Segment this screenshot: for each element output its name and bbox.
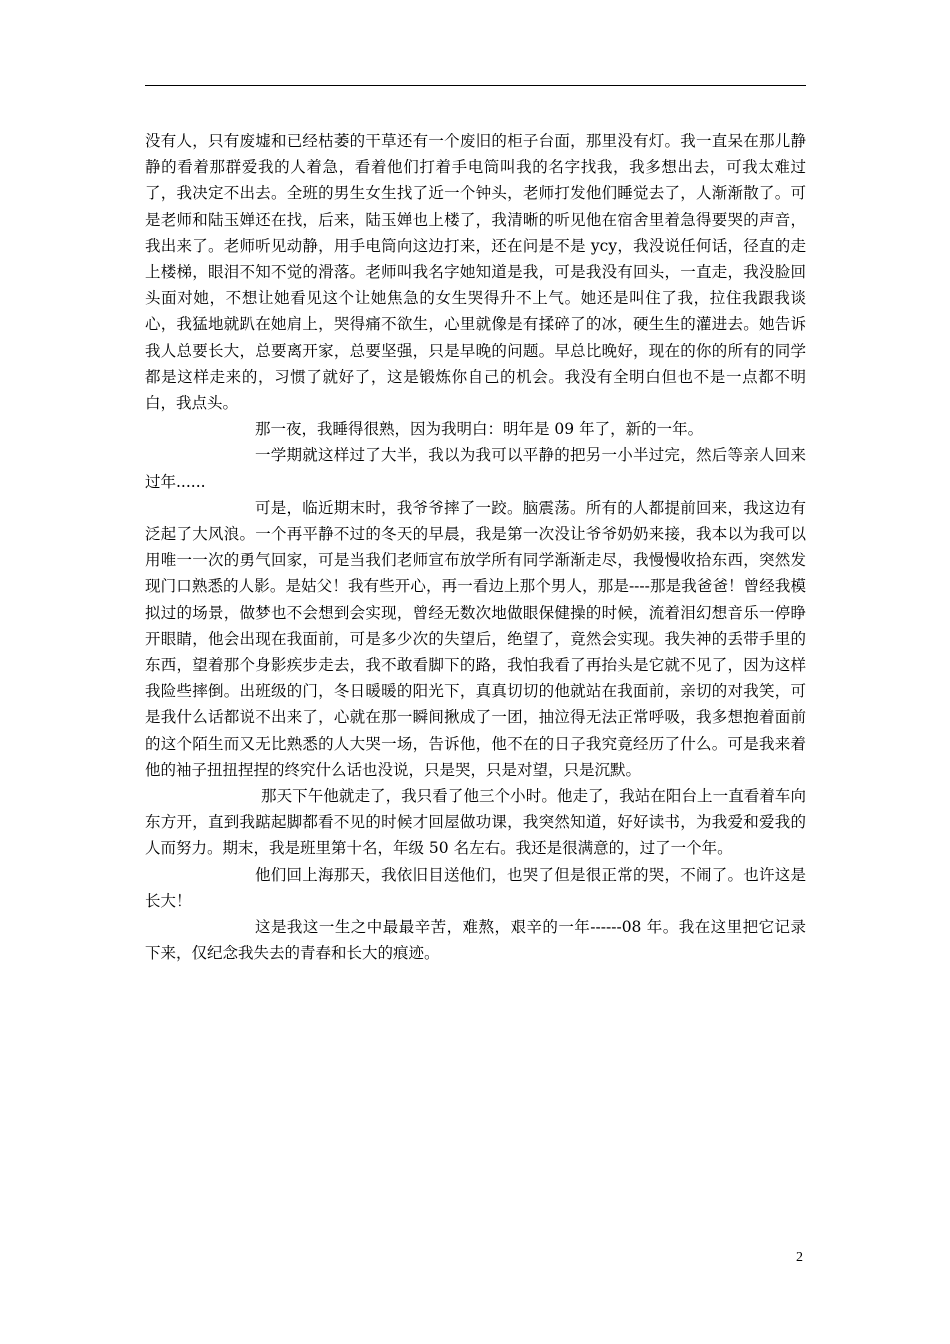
paragraph: 可是，临近期末时，我爷爷摔了一跤。脑震荡。所有的人都提前回来，我这边有泛起了大风浪。一个再平静不过的冬天的早晨，我是第一次没让爷爷奶奶来接，我本以为我可以用唯一一次的勇气回家，可是当我们老师宣布放学所有同学渐渐走尽，我慢慢收拾东西，突然发现门口熟悉的人影。是姑父！我有些开心，再一看边上那个男人，那是----那是我爸爸！曾经我模拟过的场景，做梦也不会想到会实现，曾经无数次地做眼保健操的时候，流着泪幻想音乐一停睁开眼睛，他会出现在我面前，可是多少次的失望后，绝望了，竟然会实现。我失神的丢带手里的东西，望着那个身影疾步走去，我不敢看脚下的路，我怕我看了再抬头是它就不见了，因为这样我险些摔倒。出班级的门，冬日暖暖的阳光下，真真切切的他就站在我面前，亲切的对我笑，可是我什么话都说不出来了，心就在那一瞬间揪成了一团，抽泣得无法正常呼吸，我多想抱着面前的这个陌生而又无比熟悉的人大哭一场，告诉他，他不在的日子我究竟经历了什么。可是我来着他的袖子扭扭捏捏的终究什么话也没说，只是哭，只是对望，只是沉默。 <box>145 498 806 779</box>
paragraph: 那一夜，我睡得很熟，因为我明白：明年是 09 年了，新的一年。 <box>255 420 704 439</box>
page-number: 2 <box>796 1250 803 1265</box>
header-rule <box>145 85 806 86</box>
body-text <box>145 128 806 967</box>
paragraph: 一学期就这样过了大半，我以为我可以平静的把另一小半过完，然后等亲人回来过年...... <box>145 446 806 491</box>
paragraph: 他们回上海那天，我依旧目送他们，也哭了但是很正常的哭，不闹了。也许这是长大！ <box>145 865 806 910</box>
paragraph: 没有人，只有废墟和已经枯萎的干草还有一个废旧的柜子台面，那里没有灯。我一直呆在那儿静静的看着那群爱我的人着急，看着他们打着手电筒叫我的名字找我，我多想出去，可我太难过了，我决定不出去。全班的男生女生找了近一个钟头，老师打发他们睡觉去了，人渐渐散了。可是老师和陆玉婵还在找，后来，陆玉婵也上楼了，我清晰的听见他在宿舍里着急得要哭的声音，我出来了。老师听见动静，用手电筒向这边打来，还在问是不是 ycy，我没说任何话，径直的走上楼梯，眼泪不知不觉的滑落。老师叫我名字她知道是我，可是我没有回头，一直走，我没脸回头面对她，不想让她看见这个让她焦急的女生哭得升不上气。她还是叫住了我，拉住我跟我谈心，我猛地就趴在她肩上，哭得痛不欲生，心里就像是有揉碎了的冰，硬生生的灌进去。她告诉我人总要长大，总要离开家，总要坚强，只是早晚的问题。早总比晚好，现在的你的所有的同学都是这样走来的，习惯了就好了，这是锻炼你自己的机会。我没有全明白但也不是一点都不明白，我点头。 <box>145 132 806 413</box>
paragraph: 这是我这一生之中最最辛苦，难熬，艰辛的一年------08 年。我在这里把它记录下来，仅纪念我失去的青春和长大的痕迹。 <box>145 918 806 963</box>
paragraph: 那天下午他就走了，我只看了他三个小时。他走了，我站在阳台上一直看着车向东方开，直到我踮起脚都看不见的时候才回屋做功课，我突然知道，好好读书，为我爱和爱我的人而努力。期末，我是班里第十名，年级 50 名左右。我还是很满意的，过了一个年。 <box>145 787 806 858</box>
